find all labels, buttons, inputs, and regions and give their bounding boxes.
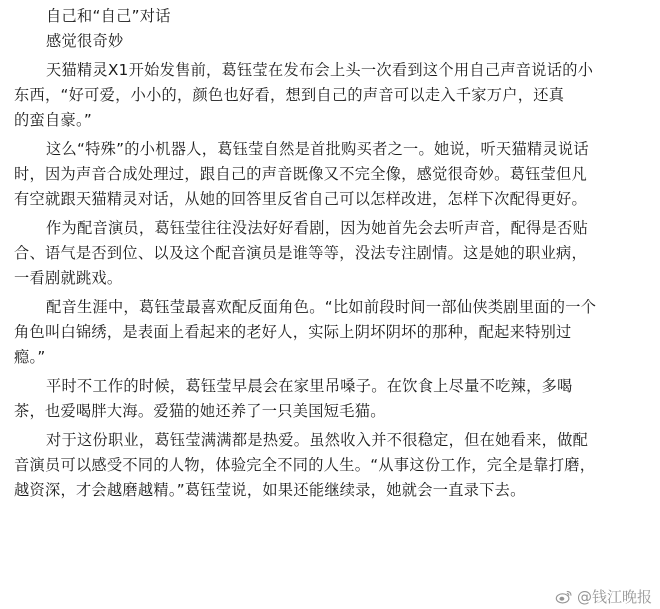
subheading-line-1: 自己和“自己”对话	[46, 7, 171, 25]
paragraph-line: 时，因为声音合成处理过，跟自己的声音既像又不完全像，感觉很奇妙。葛钰莹但凡	[14, 165, 588, 183]
watermark-text: @钱江晚报	[576, 588, 652, 606]
paragraph-line: 东西，“好可爱，小小的，颜色也好看，想到自己的声音可以走入千家万户，还真	[14, 86, 565, 104]
subheading-line-2: 感觉很奇妙	[46, 32, 124, 50]
paragraph-line: 瘾。”	[14, 348, 46, 366]
paragraph-line: 音演员可以感受不同的人物，体验完全不同的人生。“从事这份工作，完全是靠打磨，	[14, 456, 596, 474]
paragraph-2	[14, 137, 650, 212]
paragraph-line: 合、语气是否到位、以及这个配音演员是谁等等，没法专注剧情。这是她的职业病，	[14, 244, 588, 262]
paragraph-line: 越资深，才会越磨越精。”葛钰莹说，如果还能继续录，她就会一直录下去。	[14, 481, 526, 499]
paragraph-line: 角色叫白锦绣，是表面上看起来的老好人，实际上阴坏阴坏的那种，配起来特别过	[14, 323, 572, 341]
paragraph-3	[14, 216, 650, 291]
article-subheading	[14, 4, 650, 54]
paragraph-line: 平时不工作的时候，葛钰莹早晨会在家里吊嗓子。在饮食上尽量不吃辣，多喝	[46, 377, 573, 395]
source-watermark	[555, 586, 652, 607]
paragraph-line: 这么“特殊”的小机器人，葛钰莹自然是首批购买者之一。她说，听天猫精灵说话	[46, 140, 589, 158]
paragraph-6	[14, 428, 650, 503]
paragraph-4	[14, 295, 650, 370]
paragraph-line: 茶，也爱喝胖大海。爱猫的她还养了一只美国短毛猫。	[14, 402, 386, 420]
paragraph-line: 一看剧就跳戏。	[14, 269, 123, 287]
article	[14, 4, 650, 507]
paragraph-line: 有空就跟天猫精灵对话，从她的回答里反省自己可以怎样改进，怎样下次配得更好。	[14, 190, 588, 208]
paragraph-line: 天猫精灵X1开始发售前，葛钰莹在发布会上头一次看到这个用自己声音说话的小	[46, 61, 594, 79]
paragraph-line: 配音生涯中，葛钰莹最喜欢配反面角色。“比如前段时间一部仙侠类剧里面的一个	[46, 298, 597, 316]
paragraph-line: 对于这份职业，葛钰莹满满都是热爱。虽然收入并不很稳定，但在她看来，做配	[46, 431, 589, 449]
weibo-logo-icon	[555, 590, 573, 604]
paragraph-1	[14, 58, 650, 133]
paragraph-line: 的蛮自豪。”	[14, 111, 93, 129]
paragraph-line: 作为配音演员，葛钰莹往往没法好好看剧，因为她首先会去听声音，配得是否贴	[46, 219, 589, 237]
paragraph-5	[14, 374, 650, 424]
